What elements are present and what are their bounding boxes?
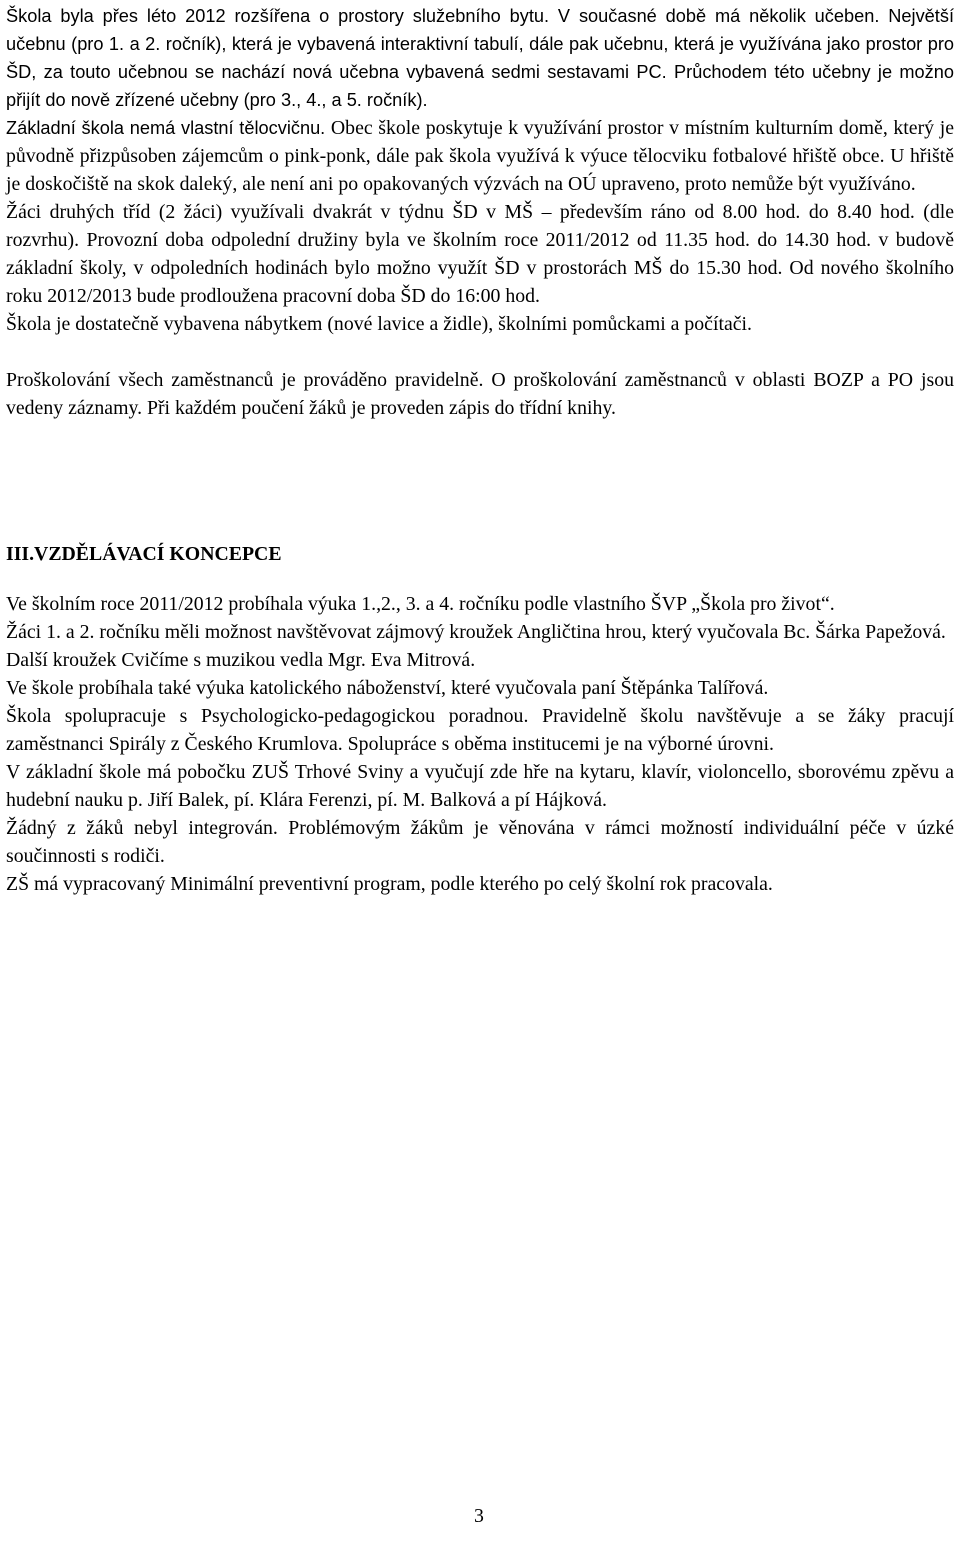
spacer [6, 568, 954, 590]
intro-paragraph-classrooms: Škola byla přes léto 2012 rozšířena o prostory služebního bytu. V současné době má několik učeben. Největší učebnu (pro 1. a 2. ročník), která je vybavená interaktivní tabulí, dále pak učebnu, která je využívána jako prostor pro ŠD, za touto učebnou se nachází nová učebna vybavená sedmi sestavami PC. Průchodem této učebny je možno přijít do nově zřízené učebny (pro 3., 4., a 5. ročník). [6, 6, 954, 110]
intro-paragraph-training: Proškolování všech zaměstnanců je prováděno pravidelně. O proškolování zaměstnanců v oblasti BOZP a PO jsou vedeny záznamy. Při každém poučení žáků je proveden zápis do třídní knihy. [6, 369, 954, 419]
page-content [6, 2, 954, 898]
section-paragraph: Žáci 1. a 2. ročníku měli možnost navštěvovat zájmový kroužek Angličtina hrou, který vyučovala Bc. Šárka Papežová. [6, 621, 946, 643]
intro-paragraph-gym [6, 114, 954, 198]
section-paragraph: Žádný z žáků nebyl integrován. Problémovým žákům je věnována v rámci možností individuální péče v úzké součinnosti s rodiči. [6, 817, 954, 867]
section-paragraph: Další kroužek Cvičíme s muzikou vedla Mgr. Eva Mitrová. [6, 649, 476, 671]
page-number: 3 [474, 1505, 484, 1527]
section-paragraph: Ve škole probíhala také výuka katolického náboženství, které vyučovala paní Štěpánka Talířová. [6, 677, 769, 699]
section-paragraph: Škola spolupracuje s Psychologicko-pedagogickou poradnou. Pravidelně školu navštěvuje a se žáky pracují zaměstnanci Spirály z Českého Krumlova. Spolupráce s oběma institucemi je na výborné úrovni. [6, 705, 954, 755]
section-paragraph: ZŠ má vypracovaný Minimální preventivní program, podle kterého po celý školní rok pracovala. [6, 873, 773, 895]
spacer [6, 422, 954, 540]
spacer [6, 338, 954, 366]
gym-details: Obec škole poskytuje k využívání prostor v místním kulturním domě, který je původně přizpůsoben zájemcům o pink-ponk, dále pak škola využívá k výuce tělocviku fotbalové hřiště obce. U hřiště je doskočiště na skok daleký, ale není ani po opakovaných výzvách na OÚ upraveno, proto nemůže být využíváno. [6, 117, 954, 195]
intro-paragraph-equipment: Škola je dostatečně vybavena nábytkem (nové lavice a židle), školními pomůckami a počítači. [6, 313, 752, 335]
section-paragraph: V základní škole má pobočku ZUŠ Trhové Sviny a vyučují zde hře na kytaru, klavír, violoncello, sborovému zpěvu a hudební nauku p. Jiří Balek, pí. Klára Ferenzi, pí. M. Balková a pí Hájková. [6, 761, 954, 811]
gym-sentence: Základní škola nemá vlastní tělocvičnu. [6, 118, 326, 138]
section-paragraph: Ve školním roce 2011/2012 probíhala výuka 1.,2., 3. a 4. ročníku podle vlastního ŠVP „Škola pro život“. [6, 593, 835, 615]
intro-paragraph-after-school-club: Žáci druhých tříd (2 žáci) využívali dvakrát v týdnu ŠD v MŠ – především ráno od 8.00 hod. do 8.40 hod. (dle rozvrhu). Provozní doba odpolední družiny byla ve školním roce 2011/2012 od 11.35 hod. do 14.30 hod. v budově základní školy, v odpoledních hodinách bylo možno využít ŠD v prostorách MŠ do 15.30 hod. Od nového školního roku 2012/2013 bude prodloužena pracovní doba ŠD do 16:00 hod. [6, 201, 954, 307]
section-heading: III.VZDĚLÁVACÍ KONCEPCE [6, 543, 282, 565]
